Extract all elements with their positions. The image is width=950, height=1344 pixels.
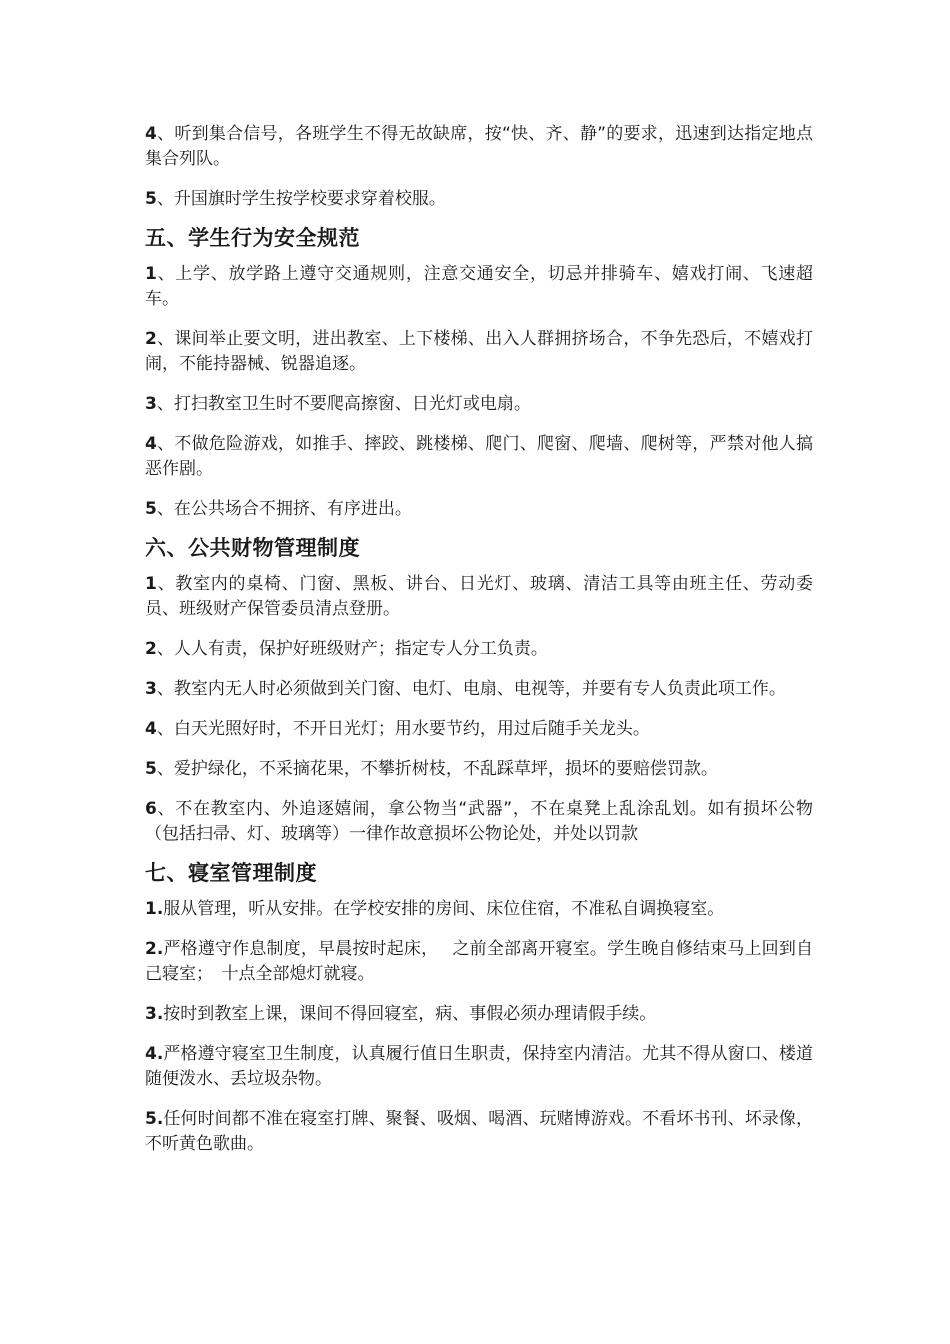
rule-text: 服从管理，听从安排。在学校安排的房间、床位住宿，不准私自调换寝室。 — [163, 899, 725, 919]
rule-number: 1. — [145, 899, 164, 919]
rule-paragraph — [145, 717, 813, 742]
rule-number: 2. — [145, 939, 164, 959]
rule-paragraph — [145, 432, 813, 482]
rule-text: 、白天光照好时，不开日光灯；用水要节约，用过后随手关龙头。 — [156, 719, 650, 739]
rule-text: 按时到教室上课，课间不得回寝室，病、事假必须办理请假手续。 — [163, 1004, 657, 1024]
rule-text: 、爱护绿化，不采摘花果，不攀折树枝，不乱踩草坪，损坏的要赔偿罚款。 — [156, 759, 718, 779]
rule-number: 5 — [145, 759, 157, 779]
rule-paragraph — [145, 1042, 813, 1092]
rule-paragraph — [145, 572, 813, 622]
rule-text: 、听到集合信号，各班学生不得无故缺席，按“快、齐、静”的要求，迅速到达指定地点集合列队。 — [145, 124, 813, 169]
rule-paragraph — [145, 187, 813, 212]
rule-number: 5 — [145, 499, 157, 519]
section-heading: 六、公共财物管理制度 — [145, 536, 360, 560]
rule-paragraph — [145, 897, 813, 922]
rule-text: 、不在教室内、外追逐嬉闹，拿公物当“武器”，不在桌凳上乱涂乱划。如有损坏公物（包括扫帚、灯、玻璃等）一律作故意损坏公物论处，并处以罚款 — [145, 799, 813, 844]
rule-number: 5 — [145, 189, 157, 209]
rule-text: 任何时间都不准在寝室打牌、聚餐、吸烟、喝酒、玩赌博游戏。不看坏书刊、坏录像，不听黄色歌曲。 — [145, 1109, 813, 1154]
rule-paragraph — [145, 497, 813, 522]
rule-number: 2 — [145, 639, 157, 659]
rule-text: 、不做危险游戏，如推手、摔跤、跳楼梯、爬门、爬窗、爬墙、爬树等，严禁对他人搞恶作剧。 — [145, 434, 813, 479]
section-heading: 五、学生行为安全规范 — [145, 226, 360, 250]
rule-text: 、人人有责，保护好班级财产；指定专人分工负责。 — [156, 639, 548, 659]
section-heading: 七、寝室管理制度 — [145, 861, 317, 885]
rule-paragraph — [145, 262, 813, 312]
rule-paragraph — [145, 1002, 813, 1027]
rule-text: 严格遵守寝室卫生制度，认真履行值日生职责，保持室内清洁。尤其不得从窗口、楼道随便泼水、丢垃圾杂物。 — [145, 1044, 813, 1089]
rule-number: 2 — [145, 329, 157, 349]
rule-text: 严格遵守作息制度，早晨按时起床， 之前全部离开寝室。学生晚自修结束马上回到自己寝室； 十点全部熄灯就寝。 — [145, 939, 813, 984]
rule-text: 、教室内的桌椅、门窗、黑板、讲台、日光灯、玻璃、清洁工具等由班主任、劳动委员、班级财产保管委员清点登册。 — [145, 574, 813, 619]
rule-paragraph — [145, 327, 813, 377]
rule-number: 4. — [145, 1044, 164, 1064]
rule-number: 3. — [145, 1004, 164, 1024]
rule-text: 、在公共场合不拥挤、有序进出。 — [156, 499, 412, 519]
rule-text: 、上学、放学路上遵守交通规则，注意交通安全，切忌并排骑车、嬉戏打闹、飞速超车。 — [145, 264, 813, 309]
rule-text: 、教室内无人时必须做到关门窗、电灯、电扇、电视等，并要有专人负责此项工作。 — [156, 679, 786, 699]
rule-text: 、打扫教室卫生时不要爬高擦窗、日光灯或电扇。 — [156, 394, 531, 414]
rule-text: 、升国旗时学生按学校要求穿着校服。 — [156, 189, 446, 209]
rule-number: 1 — [145, 574, 157, 594]
rule-number: 6 — [145, 799, 157, 819]
rule-paragraph — [145, 392, 813, 417]
rule-number: 5. — [145, 1109, 164, 1129]
rule-number: 4 — [145, 434, 157, 454]
rule-paragraph — [145, 677, 813, 702]
rule-paragraph — [145, 937, 813, 987]
rule-paragraph — [145, 757, 813, 782]
rule-paragraph — [145, 122, 813, 172]
rule-paragraph — [145, 1107, 813, 1157]
rule-number: 3 — [145, 394, 157, 414]
rule-number: 4 — [145, 124, 157, 144]
rule-number: 1 — [145, 264, 157, 284]
rule-number: 3 — [145, 679, 157, 699]
rule-number: 4 — [145, 719, 157, 739]
rule-paragraph — [145, 797, 813, 847]
rule-text: 、课间举止要文明，进出教室、上下楼梯、出入人群拥挤场合，不争先恐后，不嬉戏打闹，不能持器械、锐器追逐。 — [145, 329, 813, 374]
document-body — [145, 122, 813, 1172]
rule-paragraph — [145, 637, 813, 662]
